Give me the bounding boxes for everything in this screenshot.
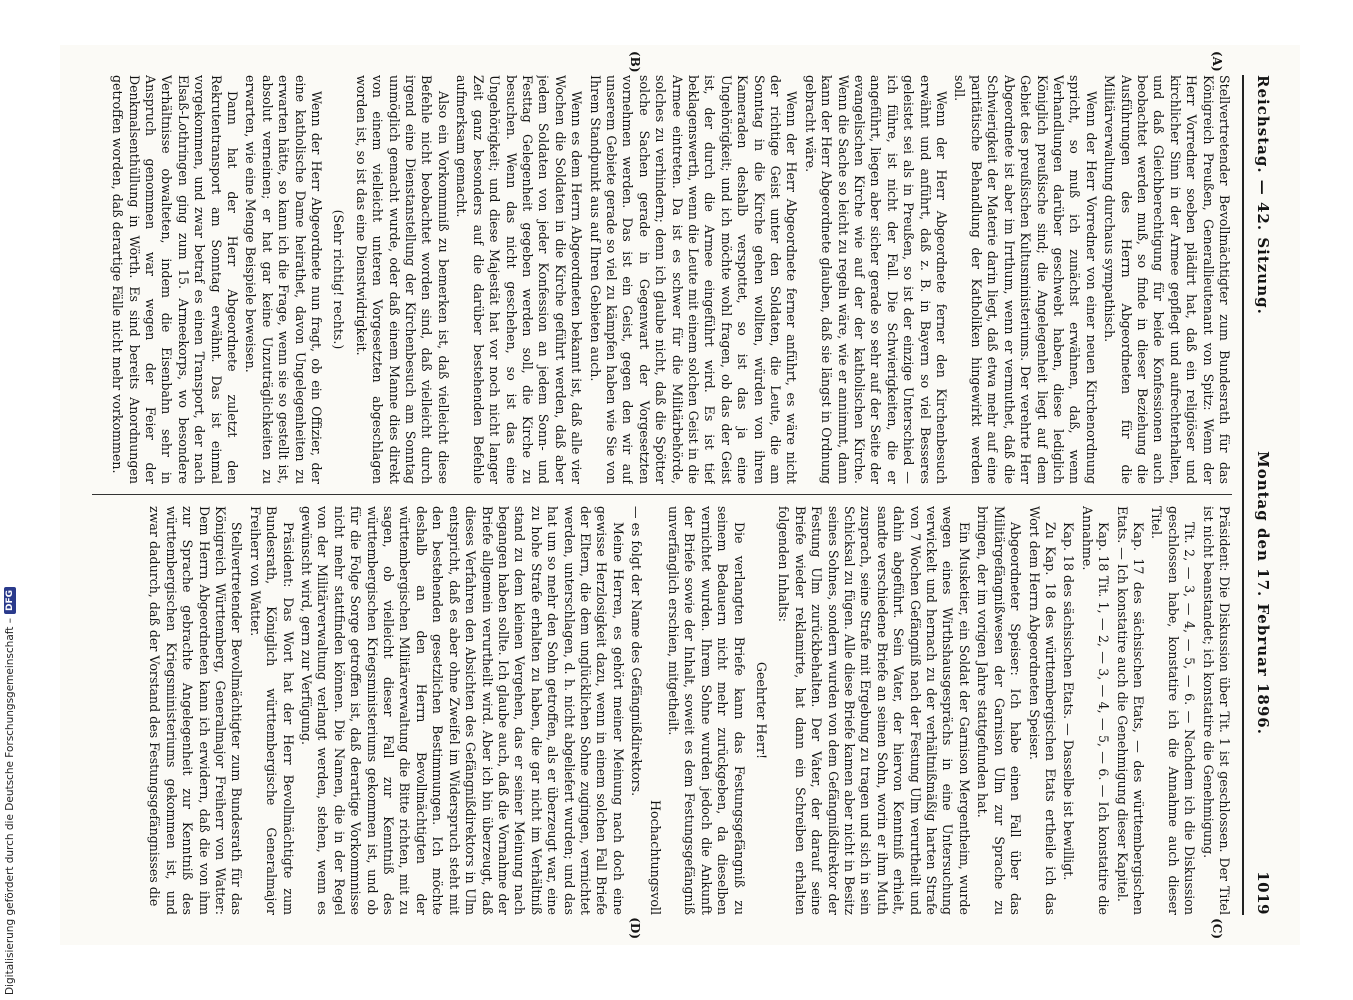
paragraph: Hochachtungsvoll bbox=[647, 800, 663, 915]
dfg-logo: DFG bbox=[4, 587, 16, 614]
header-session: Reichstag. — 42. Sitzung. bbox=[1254, 75, 1272, 315]
header-date: Montag den 17. Februar 1896. bbox=[1254, 451, 1272, 735]
paragraph: Geehrter Herr! bbox=[754, 661, 770, 760]
paragraph: Meine Herren, es gehört meiner Meinung nach doch eine gewisse Herzlosigkeit dazu, wenn in einem solchen Fall Briefe der Eltern, die dem unglücklichen Sohne zugingen, vernichtet werden, unterschlagen, d. h. nicht abgeliefert wurden; und das hat um so mehr den Sohn getroffen, als er überzeugt war, eine zu hohe Strafe erhalten zu haben, die gar nicht im Verhältniß stand zu dem kleinen Vergehen, das er seiner Meinung nach begangen haben sollte. Ich glaube auch, daß die Vornahme der Briefe allgemein verurtheilt wird. Aber ich bin überzeugt, daß dieses Verfahren den Absichten des Gefängnißdirektors in Ulm entspricht, daß es aber ohne Zweifel im Widerspruch steht mit den bestehenden gesetzlichen Bestimmungen. Ich möchte deshalb an den Herrn Bevollmächtigten der württembergischen Militärverwaltung die Bitte richten, mit zu sagen, ob vielleicht dieser Fall zur Kenntniß des württembergischen Kriegsministeriums gekommen ist, und ob für die Folge Sorge getroffen ist, daß derartige Vorkommnisse nicht mehr stattfinden können. Die Namen, die in der Regel von der Militärverwaltung verlangt werden, stehen, wenn es gewünscht wird, gern zur Verfügung. bbox=[299, 506, 626, 915]
paragraph: Abgeordneter Speiser: Ich habe einen Fall über das Militärgefängnißwesen der Garnison Ulm zur Sprache zu bringen, der im vorigen Jahre stattgefunden hat. bbox=[975, 506, 1024, 915]
margin-marker-b: (B) bbox=[628, 51, 642, 73]
text-columns bbox=[92, 51, 1232, 939]
paragraph: (Sehr richtig! rechts.) bbox=[331, 209, 347, 350]
paragraph: Präsident: Das Wort hat der Herr Bevollmächtigte zum Bundesrath, Königlich württembergische Generalmajor Freiherr von Watter. bbox=[247, 506, 296, 915]
paragraph: Wenn es dem Herrn Abgeordneten bekannt ist, daß alle vier Wochen die Soldaten in die Kirche geführt werden, daß aber jedem Soldaten von jeder Konfession an jedem Sonn- und Festtag Gelegenheit gegeben werden soll, die Kirche zu besuchen. Wenn das nicht geschehen, so ist das eine Ungehörigkeit; und diese Majestät hat vor noch nicht langer Zeit ganz besonders auf die darüber bestehenden Befehle aufmerksam gemacht. bbox=[454, 75, 585, 484]
paragraph: Kap. 18 Tit. 1, — 2, — 3, — 4, — 5, — 6. — Ich konstatire die Annahme. bbox=[1079, 506, 1112, 915]
margin-marker-a: (A) bbox=[1210, 51, 1224, 72]
page-number: 1019 bbox=[1254, 871, 1272, 915]
paragraph: Also ein Vorkommniß zu bemerken ist, daß vielleicht diese Befehle nicht beobachtet worden sind, daß vielleicht durch irgend eine Dienstanstellung der Kirchenbesuch am Sonntag unmöglich gemacht wurde, oder daß einem Manne dies direkt von einem vielleicht unteren Vorgesetzten abgeschlagen worden ist, so ist das eine Dienstwidrigkeit. bbox=[353, 75, 451, 484]
paragraph: Die verlangten Briefe kann das Festungsgefängniß zu seinem Bedauern nicht mehr zurückgeben, da dieselben vernichtet wurden. Ihrem Sohne wurden jedoch die Ankunft der Briefe sowie der Inhalt, soweit es dem Festungsgefängniß unverfänglich erschien, mitgetheilt. bbox=[666, 506, 747, 915]
paragraph: Zu Kap. 18 des württembergischen Etats ertheile ich das Wort dem Herrn Abgeordneten Speiser. bbox=[1026, 506, 1058, 915]
paragraph: Kap. 18 des sächsischen Etats. — Dasselbe ist bewilligt. bbox=[1061, 522, 1077, 881]
right-column bbox=[92, 506, 1232, 915]
page-header bbox=[1242, 75, 1272, 915]
paragraph: Kap. 17 des sächsischen Etats, — des württembergischen Etats. — Ich konstatire auch die Genehmigung dieser Kapitel. bbox=[1114, 506, 1146, 915]
paragraph: Wenn der Herr Vorredner von einer neuen Kirchenordnung spricht, so muß ich zunächst erwähnen, daß, wenn Verhandlungen darüber geschwebt haben, diese lediglich Königlich preußische sind; die Angelegenheit liegt auf dem Gebiet des preußischen Kultusministeriums. Der verehrte Herr Abgeordnete ist aber im Irrthum, wenn er vermuthet, daß die Schwierigkeit der Materie darin liegt, daß etwa mehr auf eine paritätische Behandlung der Katholiken hingewirkt werden soll. bbox=[952, 75, 1099, 484]
paragraph: Stellvertretender Bevollmächtigter zum Bundesrath für das Königreich Württemberg, Generalmajor Freiherr von Watter: Dem Herrn Abgeordneten kann ich erwidern, daß die von ihm zur Sprache gebrachte Angelegenheit zur Kenntniß des württembergischen Kriegsministeriums gekommen ist, und zwar dadurch, daß der Vorstand des Festungsgefängnisses die bbox=[147, 506, 245, 915]
paragraph: Ein Musketier, ein Soldat der Garnison Mergentheim, wurde wegen eines Wirthshausgesprächs in eine Untersuchung verwickelt und hernach zu der verhältnißmäßig harten Strafe von 7 Wochen Gefängniß nach der Festung Ulm verurtheilt und dahin abgeführt. Sein Vater, der hiervon Kenntniß erhielt, sandte verschiedene Briefe an seinen Sohn, worin er ihm Muth zusprach, seine Strafe mit Ergebung zu tragen und sich in sein Schicksal zu fügen. Alle diese Briefe kamen aber nicht in Besitz seines Sohnes, sondern wurden von dem Gefängnißdirektor der Festung Ulm zurückbehalten. Der Vater, der darauf seine Briefe wieder reklamirte, hat dann ein Schreiben erhalten folgenden Inhalts: bbox=[776, 506, 972, 915]
paragraph: Wenn der Herr Abgeordnete nun fragt, ob ein Offizier, der eine katholische Dame heirathet, davon Ungelegenheiten zu erwarten hätte, so kann ich die Frage, wenn sie so gestellt ist, absolut verneinen; er hat gar keine Unzuträglichkeiten zu erwarten, wie eine Menge Beispiele beweisen. bbox=[243, 75, 325, 484]
margin-marker-d: (D) bbox=[628, 917, 642, 939]
paragraph: Tit. 2, — 3, — 4, — 5, — 6. — Nachdem ich die Diskussion geschlossen habe, konstatire ich die Annahme auch dieser Titel. bbox=[1149, 506, 1198, 915]
paragraph: Präsident: Die Diskussion über Tit. 1 ist geschlossen. Der Titel ist nicht beanstandet; ich konstatire die Genehmigung. bbox=[1200, 506, 1232, 915]
digitization-credit bbox=[4, 587, 16, 995]
paragraph: Dann hat der Herr Abgeordnete zuletzt den Rekrutentransport am Sonntag erwähnt. Das ist einmal vorgekommen, und zwar betraf es einen Transport, der nach Elsaß-Lothringen ging zum 15. Armeekorps, wo besondere Verhältnisse obwalteten, indem die Eisenbahn sehr in Anspruch genommen war wegen der Feier der Denkmalsenthüllung in Wörth. Es sind bereits Anordnungen getroffen worden, daß derartige Fälle nicht mehr vorkommen. bbox=[110, 75, 241, 484]
margin-marker-c: (C) bbox=[1210, 918, 1224, 939]
paragraph: Wenn der Herr Abgeordnete ferner den Kirchenbesuch erwähnt und anführt, daß z. B. in Bayern so viel Besseres geleistet sei als in Preußen, so ist der einzige Unterschied — ich führe, ist nicht der Fall. Die Schwierigkeiten, die er angeführt, liegen aber sicher gerade so sehr auf der Seite der evangelischen Kirche wie auf der der katholischen Kirche. Wenn die Sache so leicht zu regeln wäre, wie er annimmt, dann kann der Herr Abgeordnete glauben, daß sie längst in Ordnung gebracht wäre. bbox=[802, 75, 950, 484]
scanned-page bbox=[60, 45, 1300, 945]
left-column bbox=[92, 75, 1232, 484]
paragraph: Stellvertretender Bevollmächtigter zum Bundesrath für das Königreich Preußen, Generallieutenant von Spitz: Wenn der Herr Vorredner soeben plädirt hat, daß ein religiöser und kirchlicher Sinn in der Armee gepflegt und aufrechterhalten, und daß Gleichberechtigung für beide Konfessionen auch beobachtet werden muß, so finde in dieser Beziehung die Ausführungen des Herrn Abgeordneten für die Militärverwaltung durchaus sympathisch. bbox=[1102, 75, 1232, 484]
column-divider bbox=[92, 494, 1232, 495]
credit-text: Digitalisierung gefördert durch die Deutsche Forschungsgemeinschaft – bbox=[4, 618, 16, 995]
page-content bbox=[60, 45, 1300, 945]
paragraph: — es folgt der Name des Gefängnißdirektors. bbox=[629, 506, 645, 797]
paragraph: Wenn der Herr Abgeordnete ferner anführt, es wäre nicht der richtige Geist unter den Soldaten, die Leute, die am Sonntag in die Kirche gehen wollten, würden von ihren Kameraden deshalb verspottet, so ist das ja eine Ungehörigkeit; und ich möchte wohl fragen, ob das der Geist ist, der durch die Armee eingeführt wird. Es ist tief beklagenswerth, wenn die Leute mit einem solchen Geist in die Armee eintreten. Da ist es schwer für die Militärbehörde, solches zu verhindern; denn ich glaube nicht, daß die Spötter solche Sachen gerade in Gegenwart der Vorgesetzten vornehmen werden. Das ist ein Geist, gegen den wir auf unserem Gebiete gerade so viel zu kämpfen haben wie Sie von Ihrem Standpunkt aus auf Ihren Gebieten auch. bbox=[587, 75, 800, 484]
